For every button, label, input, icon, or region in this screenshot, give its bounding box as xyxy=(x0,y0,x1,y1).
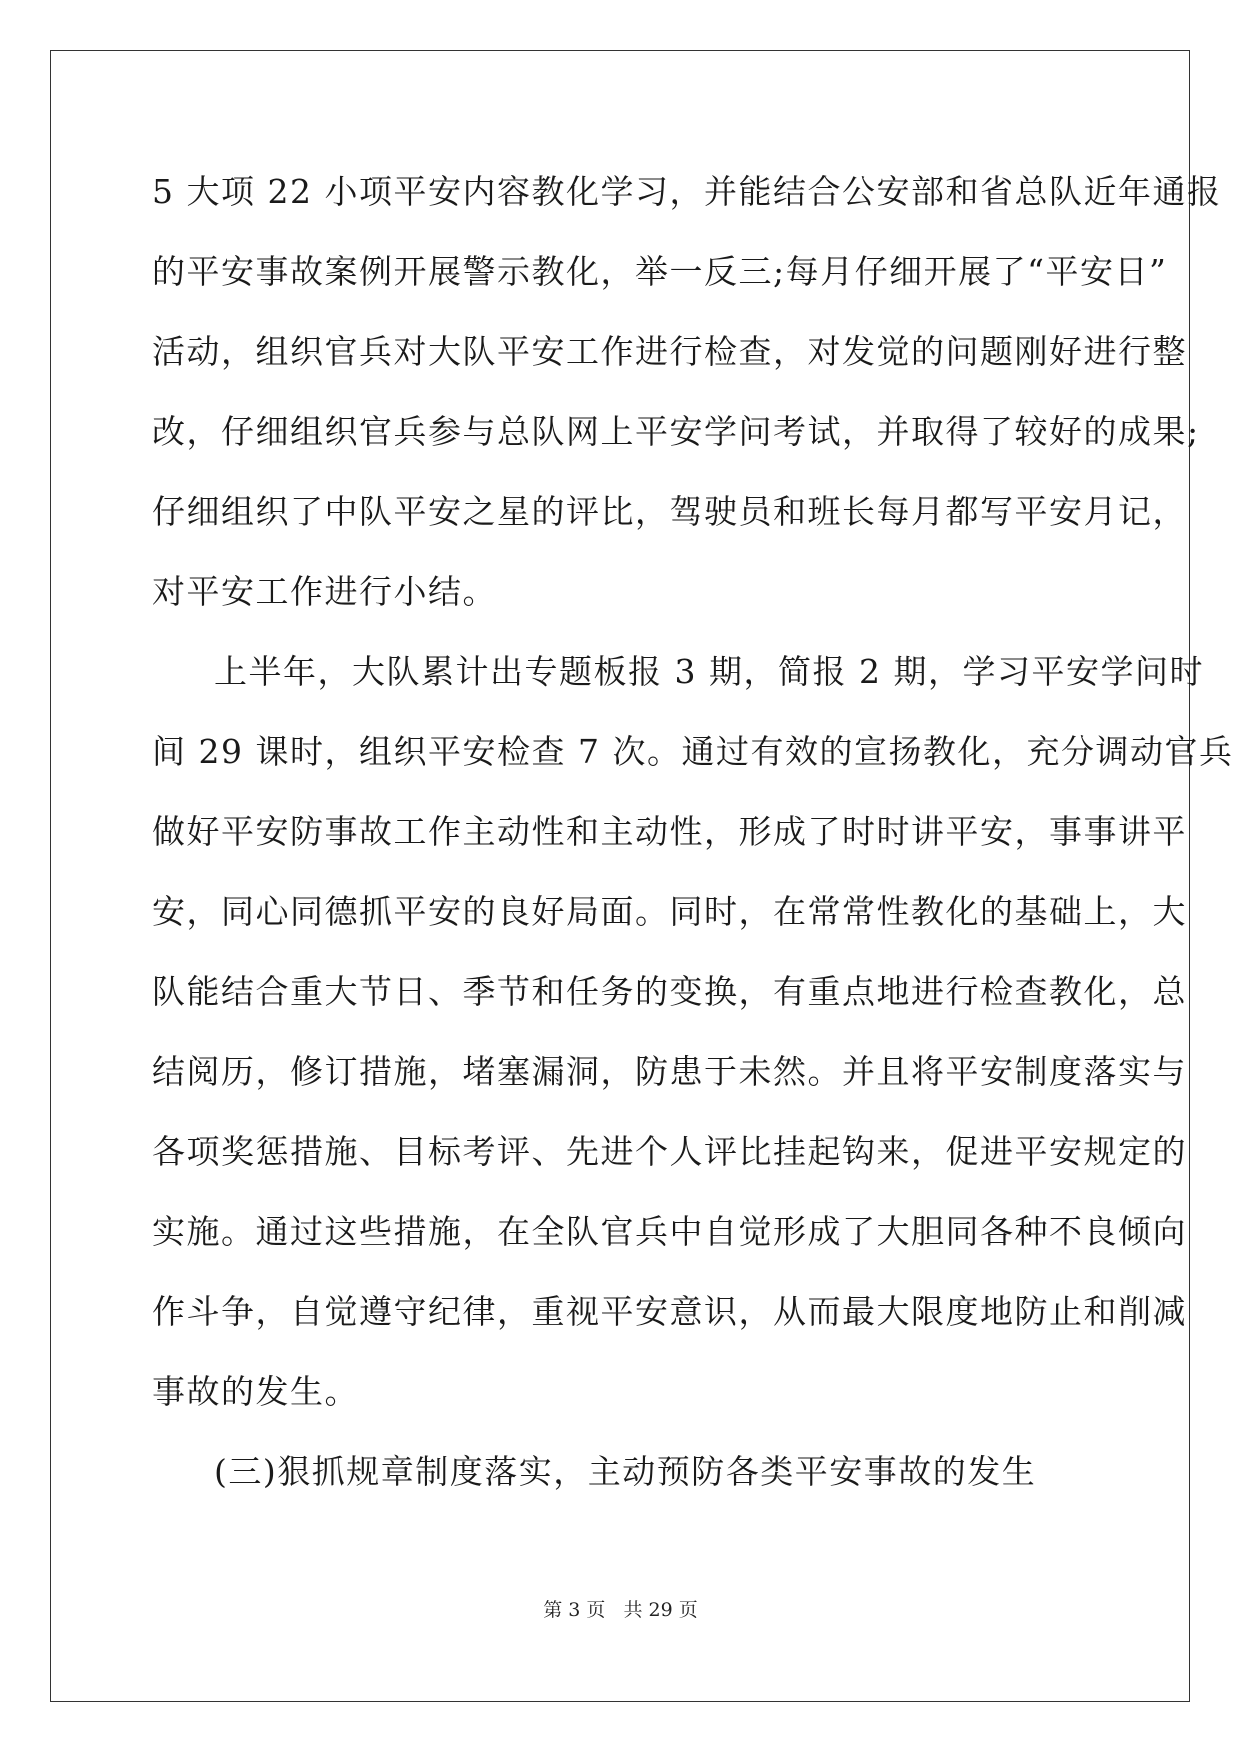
text-line: 作斗争，自觉遵守纪律，重视平安意识，从而最大限度地防止和削减 xyxy=(152,1292,1187,1331)
text-line: 间 29 课时，组织平安检查 7 次。通过有效的宣扬教化，充分调动官兵 xyxy=(152,732,1234,771)
text-line: 安，同心同德抓平安的良好局面。同时，在常常性教化的基础上，大 xyxy=(152,892,1187,931)
text-line-paragraph-start: 上半年，大队累计出专题板报 3 期，简报 2 期，学习平安学问时 xyxy=(214,652,1204,691)
text-line: 仔细组织了中队平安之星的评比，驾驶员和班长每月都写平安月记， xyxy=(152,492,1187,531)
text-line: 的平安事故案例开展警示教化，举一反三;每月仔细开展了“平安日” xyxy=(152,252,1168,291)
text-line: 改，仔细组织官兵参与总队网上平安学问考试，并取得了较好的成果; xyxy=(152,412,1200,451)
text-line: 5 大项 22 小项平安内容教化学习，并能结合公安部和省总队近年通报 xyxy=(152,172,1222,211)
document-body xyxy=(152,158,1234,1518)
text-line: 做好平安防事故工作主动性和主动性，形成了时时讲平安，事事讲平 xyxy=(152,812,1187,851)
page-number: 第 3 页 xyxy=(543,1599,606,1621)
section-heading: (三)狠抓规章制度落实，主动预防各类平安事故的发生 xyxy=(214,1452,1037,1491)
text-line: 队能结合重大节日、季节和任务的变换，有重点地进行检查教化，总 xyxy=(152,972,1187,1011)
page-total: 共 29 页 xyxy=(623,1599,698,1621)
text-line: 实施。通过这些措施，在全队官兵中自觉形成了大胆同各种不良倾向 xyxy=(152,1212,1187,1251)
text-line: 事故的发生。 xyxy=(152,1372,359,1411)
text-line: 对平安工作进行小结。 xyxy=(152,572,497,611)
text-line: 活动，组织官兵对大队平安工作进行检查，对发觉的问题刚好进行整 xyxy=(152,332,1187,371)
page-footer xyxy=(0,1595,1241,1622)
text-line: 各项奖惩措施、目标考评、先进个人评比挂起钩来，促进平安规定的 xyxy=(152,1132,1187,1171)
text-line: 结阅历，修订措施，堵塞漏洞，防患于未然。并且将平安制度落实与 xyxy=(152,1052,1187,1091)
